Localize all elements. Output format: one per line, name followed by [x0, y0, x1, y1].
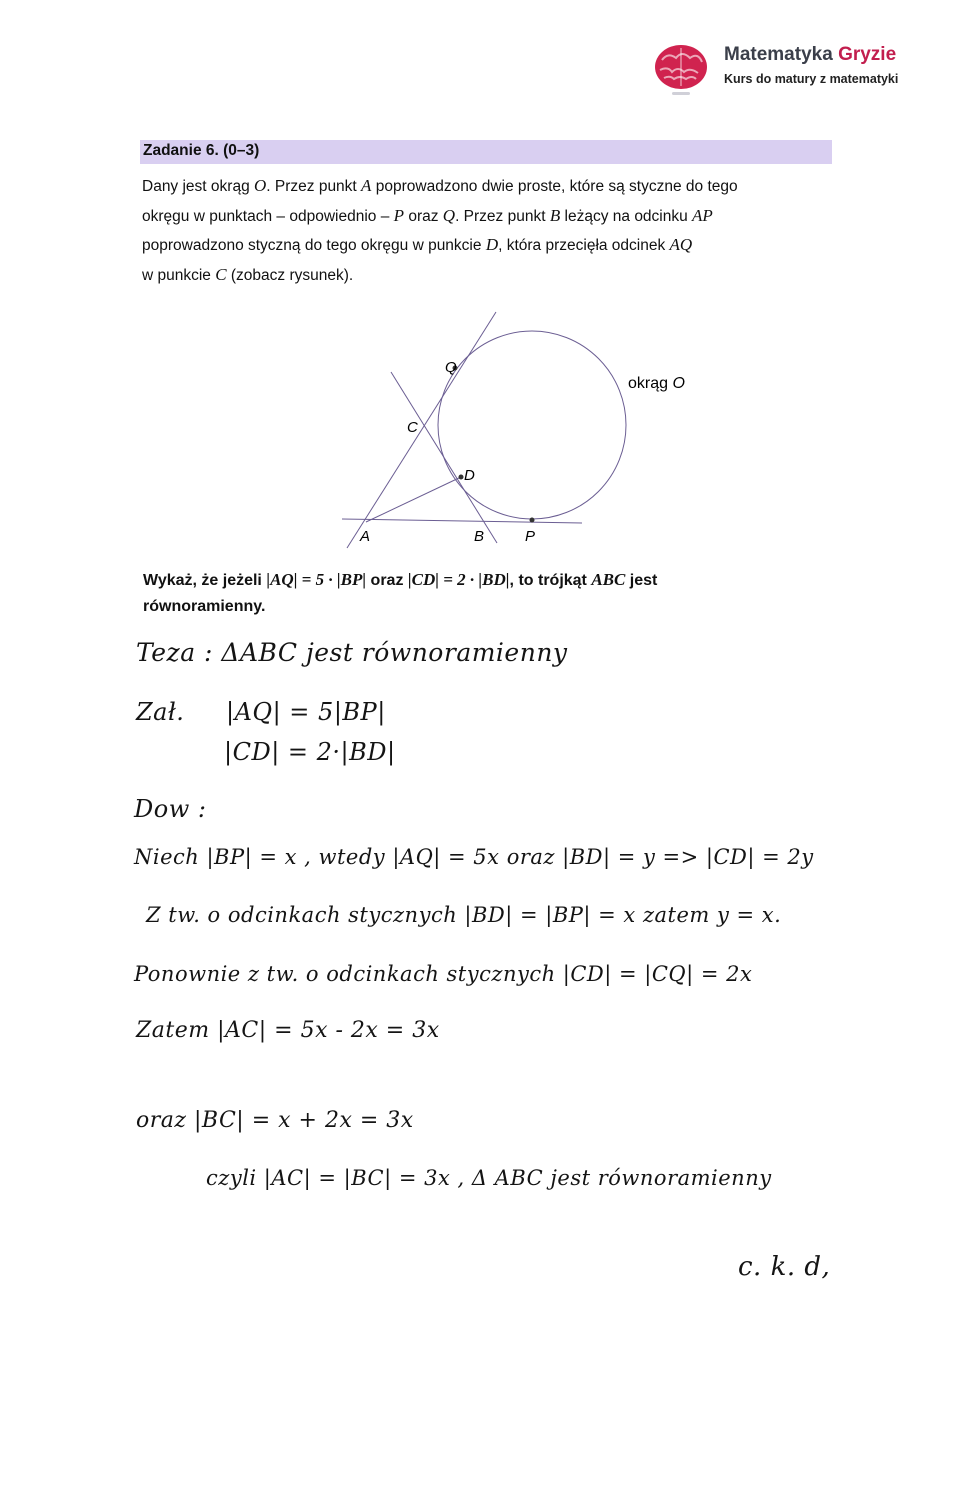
logo-subtitle: Kurs do matury z matematyki	[724, 72, 899, 86]
solution-line-1: Niech |BP| = x , wtedy |AQ| = 5x oraz |BD| = y => |CD| = 2y	[134, 845, 814, 869]
geometry-figure	[300, 300, 720, 560]
prove-line-1: Wykaż, że jeżeli |AQ| = 5 · |BP| oraz |CD| = 2 · |BD|, to trójkąt ABC jest	[143, 570, 658, 589]
solution-line-6: czyli |AC| = |BC| = 3x , Δ ABC jest równoramienny	[206, 1166, 772, 1190]
task-title: Zadanie 6. (0–3)	[143, 142, 260, 159]
label-P: P	[525, 528, 536, 545]
circle-label: okrąg O	[628, 375, 685, 392]
prove-line-2: równoramienny.	[143, 598, 266, 615]
task-line-3: poprowadzono styczną do tego okręgu w punkcie D, która przecięła odcinek AQ	[142, 235, 693, 254]
prove-statement	[143, 567, 843, 620]
line-BC	[391, 372, 497, 543]
logo-title: Matematyka Gryzie	[724, 44, 897, 65]
solution-line-4: Zatem |AC| = 5x - 2x = 3x	[136, 1018, 440, 1043]
label-Q: Q	[445, 359, 457, 376]
solution-zal-2: |CD| = 2·|BD|	[224, 738, 396, 766]
solution-dow: Dow :	[134, 795, 207, 823]
line-AP	[342, 519, 582, 523]
task-line-2: okręgu w punktach – odpowiednio – P oraz Q. Przez punkt B leżący na odcinku AP	[142, 205, 713, 225]
task-line-4: w punkcie C (zobacz rysunek).	[142, 264, 354, 284]
segment-AD	[366, 477, 461, 522]
solution-ckd: c. k. d,	[738, 1252, 831, 1282]
label-A: A	[360, 528, 371, 545]
solution-zal-label: Zał.	[136, 698, 185, 726]
point-D-dot	[459, 475, 464, 480]
label-D: D	[464, 467, 475, 484]
solution-line-5: oraz |BC| = x + 2x = 3x	[136, 1108, 414, 1133]
label-C: C	[407, 419, 418, 436]
solution-teza: Teza : ΔABC jest równoramienny	[136, 638, 568, 667]
solution-zal-1: |AQ| = 5|BP|	[226, 698, 386, 726]
label-B: B	[474, 528, 485, 545]
solution-line-3: Ponownie z tw. o odcinkach stycznych |CD| = |CQ| = 2x	[134, 962, 753, 986]
solution-line-2: Z tw. o odcinkach stycznych |BD| = |BP| = x zatem y = x.	[146, 903, 782, 927]
point-P-dot	[530, 518, 535, 523]
task-description	[142, 172, 822, 290]
line-AQ	[347, 312, 496, 548]
task-line-1: Dany jest okrąg O. Przez punkt A poprowadzono dwie proste, które są styczne do tego	[142, 176, 738, 195]
brain-icon	[652, 40, 710, 98]
